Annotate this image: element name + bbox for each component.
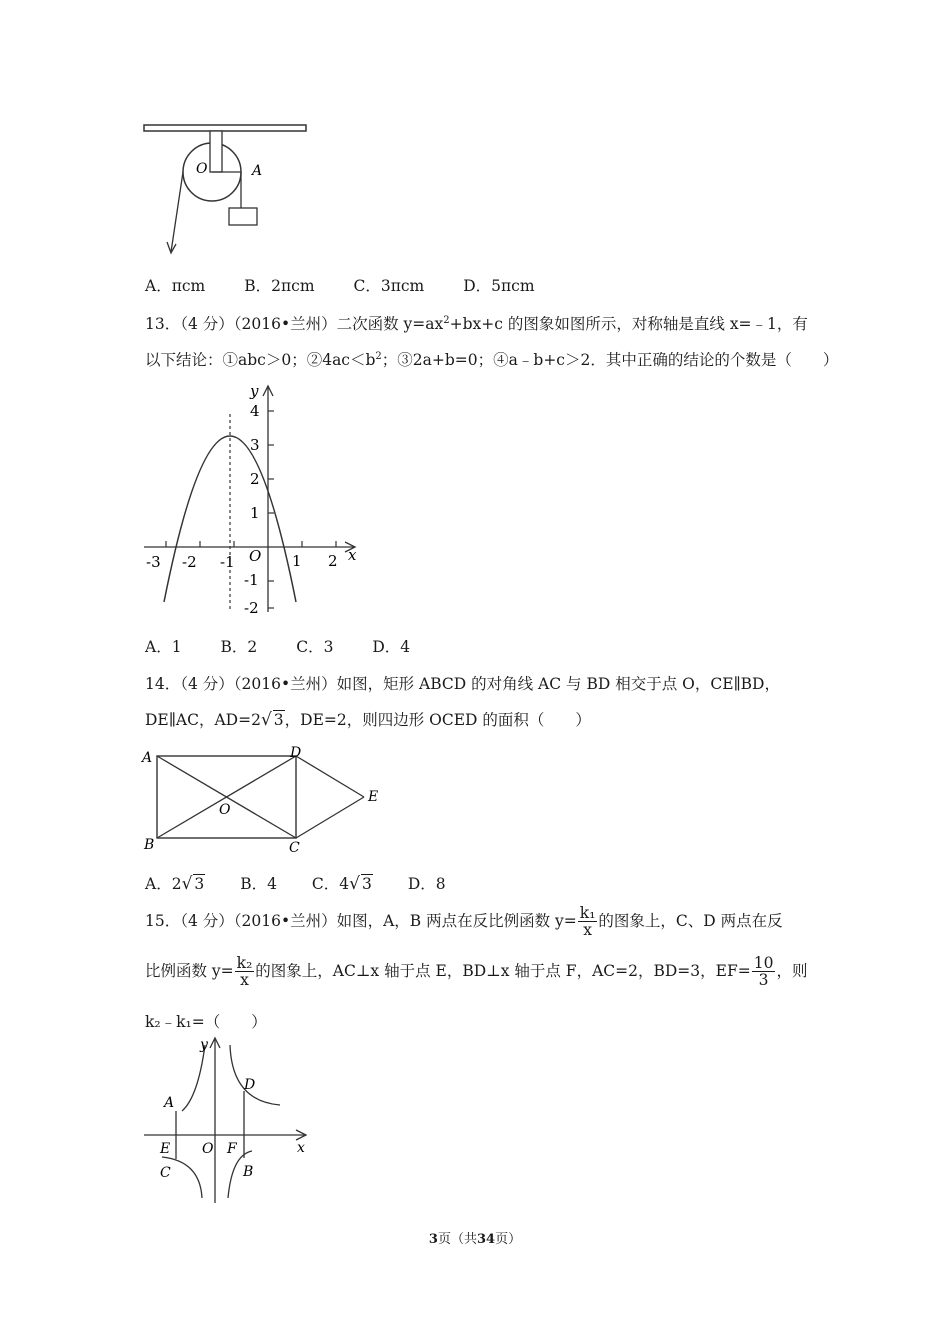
q12-option-c: C．3πcm [353, 277, 425, 295]
hyperbola-graph [140, 1035, 310, 1210]
fraction-10-3: $\frac{10}{3}$ [753, 954, 774, 990]
pulley-figure [140, 120, 315, 260]
q13-option-d: D．4 [372, 638, 411, 656]
segment-de [296, 756, 364, 797]
q13-option-b: B．2 [220, 638, 258, 656]
rope-left [171, 172, 183, 252]
label-b: B [144, 837, 155, 853]
y-tick-label: 4 [250, 402, 260, 420]
y-tick-label: -1 [244, 571, 259, 589]
label-o: O [219, 802, 231, 818]
parabola-graph [140, 380, 370, 615]
q14-options [145, 872, 446, 894]
fraction-k1-x: $\frac{\text{k₁}}{x}$ [579, 904, 596, 940]
curve-k1-left [182, 1045, 205, 1111]
curve-k2-right [230, 1045, 280, 1105]
x-tick-label: 1 [292, 552, 302, 570]
q13-line2: 以下结论：①abc＞0；$②4ac<b^2$；③2a+b=0；④a﹣b+c＞2．其中正确的结论的个数是（ ） [145, 350, 839, 369]
q12-option-d: D．5πcm [463, 277, 535, 295]
rectangle-figure [140, 742, 390, 854]
q15-line1: 15．（4 分）（2016•兰州）如图，A，B 两点在反比例函数 y= $\frac{\text{k₁}}{x}$ 的图象上，C、D 两点在反 [145, 904, 783, 940]
label-d: D [244, 1077, 256, 1093]
label-x: x [297, 1140, 305, 1156]
x-tick-label: -1 [220, 553, 235, 571]
label-a: A [252, 163, 263, 179]
q15-line2: 比例函数 y= $\frac{\text{k₂}}{x}$ 的图象上，AC⊥x 轴于点 E，BD⊥x 轴于点 F，AC=2，BD=3，EF= $\frac{10}{3}$ ，则 [145, 954, 808, 990]
q14-option-b: B．4 [240, 875, 277, 893]
label-b: B [243, 1164, 254, 1180]
label-c: C [160, 1165, 171, 1181]
y-tick-label: 2 [250, 470, 260, 488]
q13-line1: 13．（4 分）（2016•兰州）二次函数 $y=ax^2+bx+c$ 的图象如图所示，对称轴是直线 x=﹣1，有 [145, 314, 808, 333]
q15-line3: k₂﹣k₁=（ ） [145, 1013, 267, 1031]
x-tick-label: 2 [328, 552, 338, 570]
pulley-bracket [210, 131, 222, 172]
y-tick-label: 1 [250, 504, 260, 522]
label-e: E [368, 789, 379, 805]
label-a: A [164, 1095, 175, 1111]
origin-label: O [249, 547, 262, 565]
label-e: E [160, 1141, 171, 1157]
q12-options [145, 274, 569, 296]
label-o: O [202, 1141, 214, 1157]
x-axis-label: x [348, 546, 357, 564]
q14-option-a: A．2√ 3 [145, 874, 205, 894]
label-a: A [142, 750, 153, 766]
page-footer: 3页（共34页） [428, 1232, 522, 1247]
x-tick-label: -2 [182, 553, 197, 571]
ceiling-beam [144, 125, 306, 131]
q13-options [145, 635, 444, 657]
label-o: O [196, 161, 208, 177]
label-f: F [227, 1141, 237, 1157]
fraction-k2-x: $\frac{\text{k₂}}{x}$ [236, 954, 253, 990]
q14-option-c: C．4√ 3 [311, 874, 372, 894]
y-tick-label: 3 [250, 436, 260, 454]
q14-line2: DE∥AC，AD=2√ 3，DE=2，则四边形 OCED 的面积（ ） [145, 710, 591, 730]
q12-option-b: B．2πcm [244, 277, 315, 295]
label-d: D [290, 745, 302, 761]
y-tick-label: -2 [244, 599, 259, 615]
y-axis-label: y [250, 382, 259, 400]
q14-line1: 14．（4 分）（2016•兰州）如图，矩形 ABCD 的对角线 AC 与 BD 相交于点 O，CE∥BD， [145, 675, 780, 693]
label-y: y [200, 1037, 208, 1053]
label-c: C [289, 840, 300, 854]
q13-option-c: C．3 [296, 638, 334, 656]
hanging-weight [229, 208, 257, 225]
q12-option-a: A．πcm [145, 277, 206, 295]
x-tick-label: -3 [146, 553, 161, 571]
q13-option-a: A．1 [145, 638, 182, 656]
q14-option-d: D．8 [407, 875, 446, 893]
segment-ce [296, 797, 364, 838]
